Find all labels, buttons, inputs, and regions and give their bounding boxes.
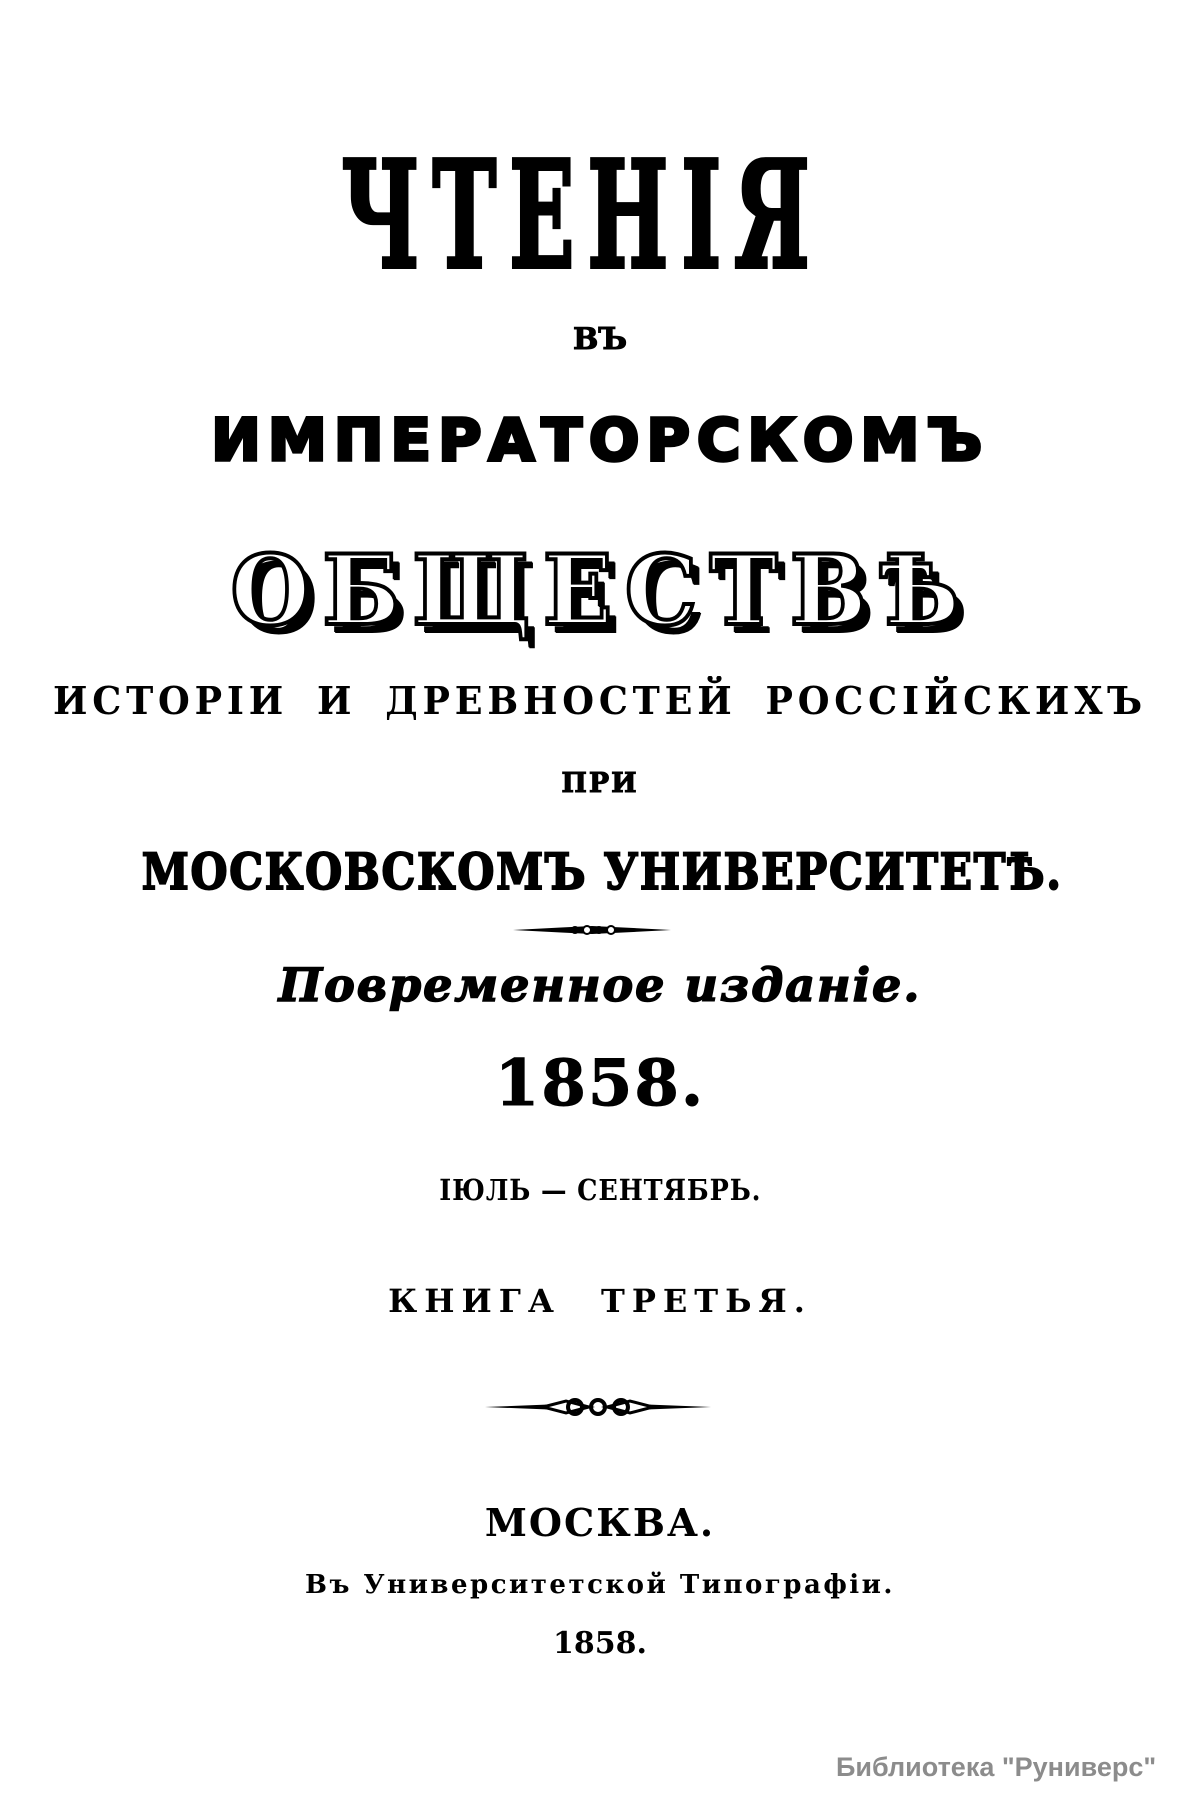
library-watermark: Библиотека "Руниверс" (836, 1752, 1157, 1782)
society-word-line: ОБЩЕСТВѢ (230, 534, 972, 647)
book-number-line: КНИГА ТРЕТЬЯ. (388, 1282, 812, 1320)
society-name-line: ИМПЕРАТОРСКОМЪ (211, 406, 990, 474)
year-large-text: 1858. (494, 1046, 706, 1121)
year-small-text: 1858. (553, 1626, 647, 1661)
city-line: МОСКВА. (484, 1500, 716, 1545)
at-word-line: ПРИ (561, 768, 639, 799)
diamond-circle-ornament (485, 1396, 711, 1422)
society-subject-line: ИСТОРІИ И ДРЕВНОСТЕЙ РОССІЙСКИХЪ (52, 678, 1148, 723)
tapered-rule-ornament (513, 922, 671, 941)
page-title: ЧТЕНІЯ (341, 128, 823, 302)
months-range-line: ІЮЛЬ — СЕНТЯБРЬ. (439, 1173, 762, 1207)
university-line: МОСКОВСКОМЪ УНИВЕРСИТЕТѢ. (141, 842, 1063, 901)
printer-line: Въ Университетской Типографіи. (305, 1570, 895, 1600)
preposition-text: ВЪ (572, 322, 628, 357)
edition-type-line: Повременное изданіе. (278, 958, 922, 1012)
